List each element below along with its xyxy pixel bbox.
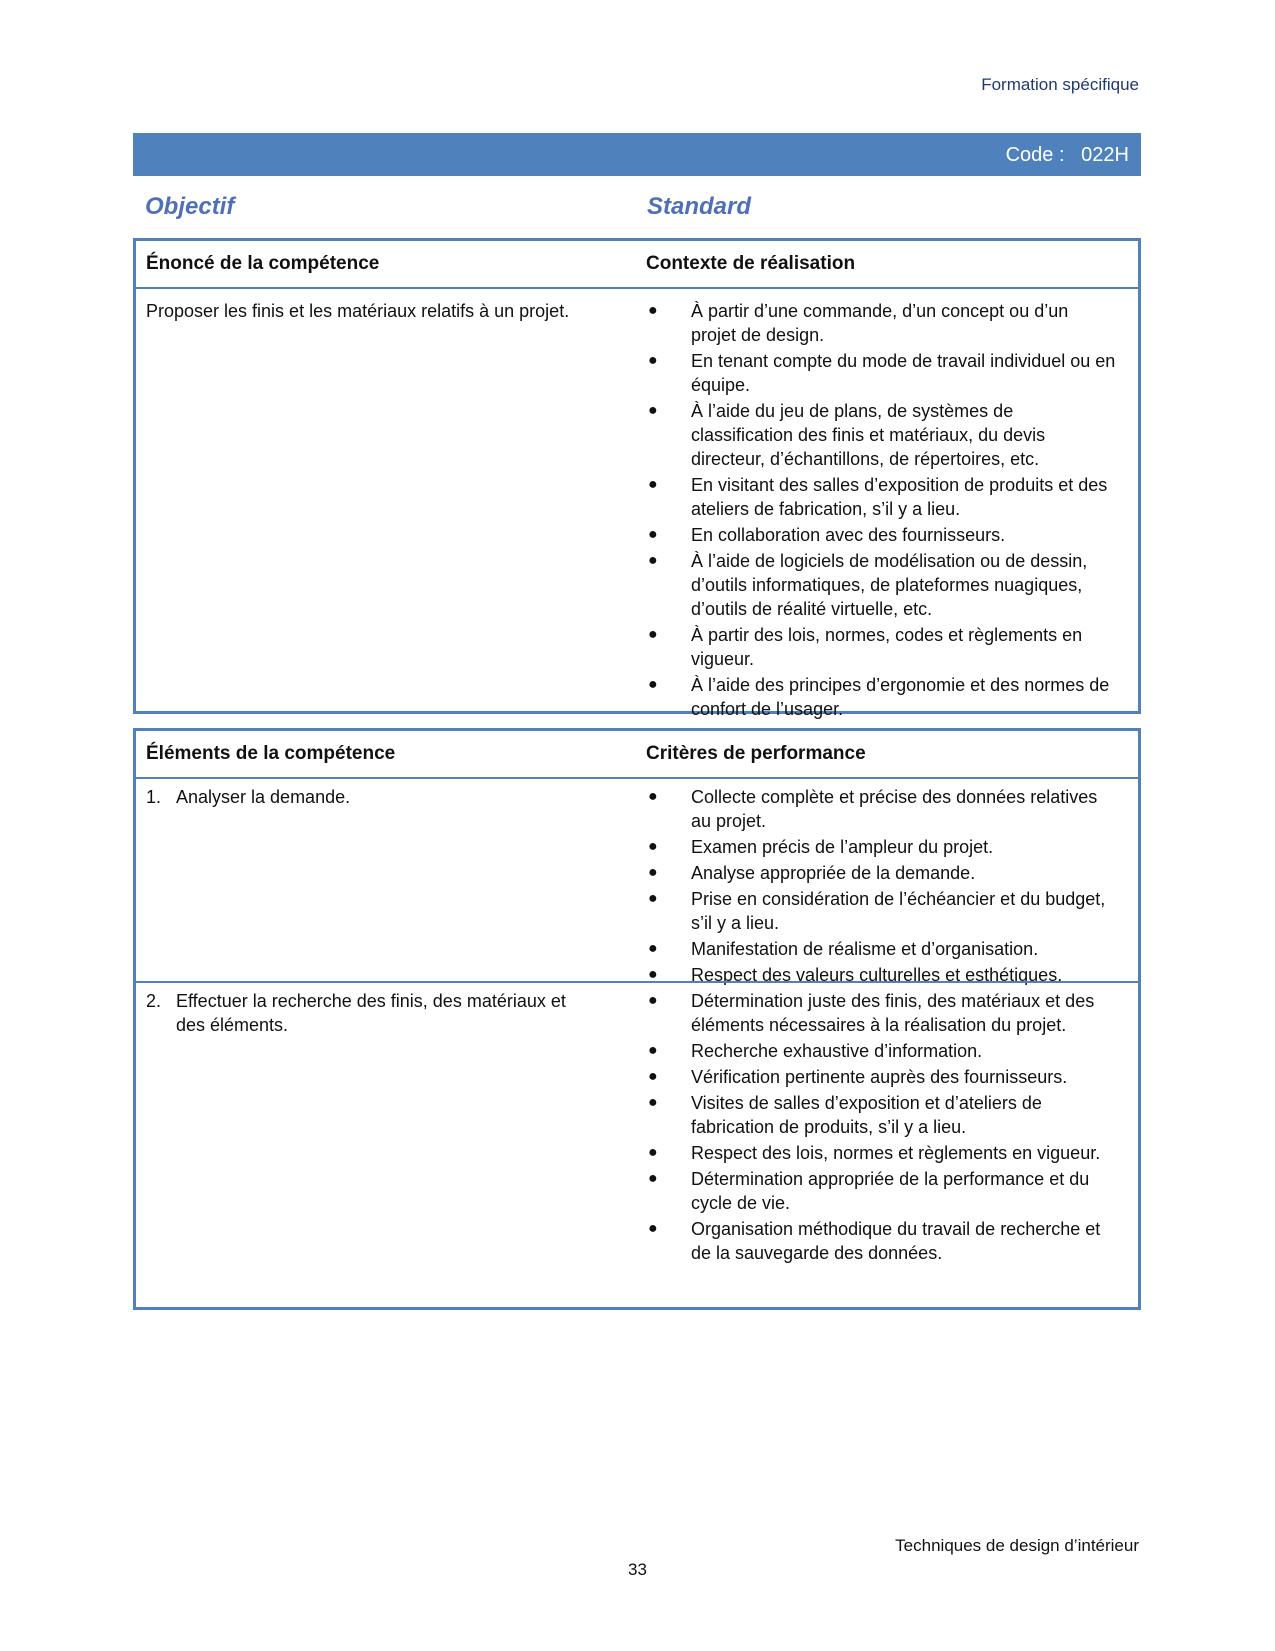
criteria-list bbox=[626, 989, 1116, 1265]
bullet-icon: ● bbox=[648, 940, 658, 957]
list-item: ● Analyse appropriée de la demande. bbox=[648, 863, 976, 883]
bullet-icon: ● bbox=[648, 1094, 658, 1111]
competency-statement: Proposer les finis et les matériaux relatifs à un projet. bbox=[146, 301, 570, 321]
bullet-icon: ● bbox=[648, 788, 658, 805]
bullet-icon: ● bbox=[648, 476, 658, 493]
competency-header-row bbox=[136, 241, 1138, 289]
context-header: Contexte de réalisation bbox=[646, 253, 856, 274]
list-item: ● Détermination juste des finis, des matériaux et des éléments nécessaires à la réalisation du projet. bbox=[648, 991, 1095, 1035]
list-item: ● Vérification pertinente auprès des fournisseurs. bbox=[648, 1067, 1068, 1087]
elements-header: Éléments de la compétence bbox=[146, 743, 396, 764]
element-text: Analyser la demande. bbox=[176, 787, 351, 807]
list-item: ● En visitant des salles d’exposition de produits et des ateliers de fabrication, s’il y a lieu. bbox=[648, 475, 1108, 519]
list-item: ● À l’aide des principes d’ergonomie et des normes de confort de l’usager. bbox=[648, 675, 1110, 719]
list-item: ● À l’aide de logiciels de modélisation ou de dessin, d’outils informatiques, de plateformes nuagiques, d’outils de réalité virtuelle, etc. bbox=[648, 551, 1088, 619]
criteria-header: Critères de performance bbox=[646, 743, 866, 764]
bullet-icon: ● bbox=[648, 1042, 658, 1059]
list-item: ● À l’aide du jeu de plans, de systèmes de classification des finis et matériaux, du devis directeur, d’échantillons, de répertoires, etc. bbox=[648, 401, 1046, 469]
element-label bbox=[146, 785, 576, 809]
element-text: Effectuer la recherche des finis, des matériaux et des éléments. bbox=[176, 991, 566, 1035]
competency-code: Code : 022H bbox=[1005, 144, 1129, 166]
list-item: ● Visites de salles d’exposition et d’ateliers de fabrication de produits, s’il y a lieu. bbox=[648, 1093, 1042, 1137]
bullet-icon: ● bbox=[648, 402, 658, 419]
list-item: ● À partir des lois, normes, codes et règlements en vigueur. bbox=[648, 625, 1083, 669]
list-item: ● Manifestation de réalisme et d’organisation. bbox=[648, 939, 1039, 959]
element-number: 1. bbox=[146, 787, 162, 807]
list-item: ● Respect des valeurs culturelles et esthétiques. bbox=[648, 965, 1063, 985]
bullet-icon: ● bbox=[648, 966, 658, 983]
bullet-icon: ● bbox=[648, 302, 658, 319]
column-titles bbox=[145, 193, 1145, 221]
program-name-footer: Techniques de design d’intérieur bbox=[895, 1536, 1139, 1555]
row-divider bbox=[136, 981, 1138, 983]
list-item: ● Organisation méthodique du travail de recherche et de la sauvegarde des données. bbox=[648, 1219, 1101, 1263]
bullet-icon: ● bbox=[648, 1170, 658, 1187]
list-item: ● Prise en considération de l’échéancier et du budget, s’il y a lieu. bbox=[648, 889, 1106, 933]
list-item: ● En tenant compte du mode de travail individuel ou en équipe. bbox=[648, 351, 1116, 395]
list-item: ● En collaboration avec des fournisseurs. bbox=[648, 525, 1006, 545]
bullet-icon: ● bbox=[648, 676, 658, 693]
list-item: ● Respect des lois, normes et règlements en vigueur. bbox=[648, 1143, 1101, 1163]
element-number: 2. bbox=[146, 991, 162, 1011]
bullet-icon: ● bbox=[648, 1144, 658, 1161]
bullet-icon: ● bbox=[648, 890, 658, 907]
page-number: 33 bbox=[628, 1560, 647, 1579]
code-bar bbox=[133, 133, 1141, 176]
competency-table bbox=[133, 238, 1141, 719]
bullet-icon: ● bbox=[648, 1068, 658, 1085]
elements-table bbox=[133, 728, 1141, 1310]
bullet-icon: ● bbox=[648, 864, 658, 881]
bullet-icon: ● bbox=[648, 526, 658, 543]
bullet-icon: ● bbox=[648, 992, 658, 1009]
context-list bbox=[626, 299, 1116, 721]
bullet-icon: ● bbox=[648, 352, 658, 369]
list-item: ● Examen précis de l’ampleur du projet. bbox=[648, 837, 994, 857]
list-item: ● Recherche exhaustive d’information. bbox=[648, 1041, 983, 1061]
list-item: ● Collecte complète et précise des données relatives au projet. bbox=[648, 787, 1098, 831]
element-label bbox=[146, 989, 576, 1037]
list-item: ● À partir d’une commande, d’un concept ou d’un projet de design. bbox=[648, 301, 1069, 345]
criteria-list bbox=[626, 785, 1116, 987]
bullet-icon: ● bbox=[648, 1220, 658, 1237]
statement-header: Énoncé de la compétence bbox=[146, 253, 380, 274]
objective-title: Objectif bbox=[145, 193, 235, 220]
standard-title: Standard bbox=[647, 193, 752, 220]
bullet-icon: ● bbox=[648, 626, 658, 643]
bullet-icon: ● bbox=[648, 838, 658, 855]
list-item: ● Détermination appropriée de la performance et du cycle de vie. bbox=[648, 1169, 1090, 1213]
bullet-icon: ● bbox=[648, 552, 658, 569]
program-header: Formation spécifique bbox=[981, 75, 1139, 94]
elements-header-row bbox=[136, 731, 1138, 779]
